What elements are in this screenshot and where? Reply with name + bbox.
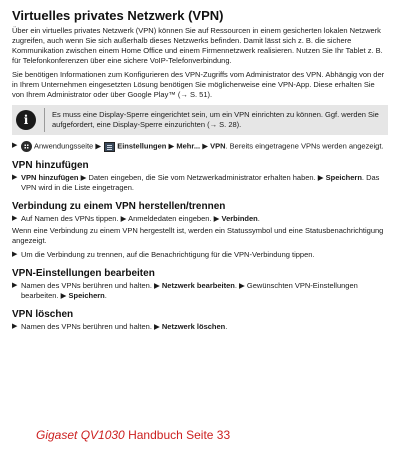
step-arrow-icon: ▶ — [317, 173, 324, 182]
step-arrow-icon: ▶ — [12, 323, 18, 330]
disconnect-step-text: Um die Verbindung zu trennen, auf die Benachrichtigung für die VPN-Verbindung tippen. — [21, 250, 315, 259]
nav-trail: . Bereits eingetragene VPNs werden angezeigt. — [225, 141, 384, 151]
intro-paragraph-1: Über ein virtuelles privates Netzwerk (VPN) können Sie auf Ressourcen in einem gesicherten lokalen Netzwerk zugreifen, auch wenn Sie sich außerhalb dieses Netzwerks befinden. Damit lässt sich z. B. die sichere Kommunikation zwischen einem Home Office und einem Firmennetzwerk realisieren. Nutzen Sie Ihr Tablet z. B. für Telefonkonferenzen über eine sichere VoIP-Telefonverbindung. — [12, 26, 383, 65]
step-arrow-icon: ▶ — [12, 251, 18, 258]
heading-add-vpn: VPN hinzufügen — [12, 160, 89, 171]
more-label: Mehr... — [176, 141, 201, 151]
edit-save-label: Speichern — [68, 291, 105, 300]
note-text: Es muss eine Display-Sperre eingerichtet sein, um ein VPN einrichten zu können. Ggf. werden Sie aufgefordert, eine Display-Sperre einzurichten (→ S. 28). — [52, 110, 379, 129]
connect-step-end: . — [257, 214, 260, 223]
connect-paragraph: Wenn eine Verbindung zu einem VPN hergestellt ist, werden ein Statussymbol und eine Statusbenachrichtigung angezeigt. — [12, 226, 384, 245]
delete-step-dot: . — [225, 322, 228, 331]
delete-network-label: Netzwerk löschen — [161, 322, 226, 331]
step-arrow-icon: ▶ — [95, 141, 102, 151]
intro-paragraph-2: Sie benötigen Informationen zum Konfigurieren des VPN-Zugriffs vom Administrator des VPN. Abhängig von der in Ihrem Unternehmen eingesetzten Lösung benötigen Sie möglicherweise eine VPN-App. Diese erhalten Sie von Ihrem Administrator oder über Google Play™ (→ S. 51). — [12, 70, 385, 99]
page-title: Virtuelles privates Netzwerk (VPN) — [12, 8, 224, 23]
apps-icon — [21, 141, 32, 152]
connect-label: Verbinden — [221, 214, 258, 223]
delete-step — [12, 322, 388, 332]
step-arrow-icon: ▶ — [120, 214, 127, 223]
add-vpn-label: VPN hinzufügen — [21, 173, 79, 182]
step-arrow-icon: ▶ — [154, 281, 160, 290]
add-step-result: . Das VPN wird in die Liste eingetragen. — [21, 173, 380, 192]
step-arrow-icon: ▶ — [168, 141, 175, 151]
settings-icon — [104, 142, 115, 152]
connect-step-text-2: Anmeldedaten eingeben. — [128, 214, 212, 223]
disconnect-step — [12, 250, 388, 260]
connect-step — [12, 214, 388, 224]
step-arrow-icon: ▶ — [154, 322, 160, 331]
footer-brand: Gigaset QV1030 — [36, 428, 125, 442]
delete-step-text: Namen des VPNs berühren und halten. — [21, 322, 152, 331]
step-arrow-icon: ▶ — [12, 142, 18, 149]
footer-page: Handbuch Seite 33 — [128, 428, 231, 442]
step-arrow-icon: ▶ — [213, 214, 220, 223]
save-label: Speichern — [325, 173, 362, 182]
heading-connect-vpn: Verbindung zu einem VPN herstellen/trennen — [12, 201, 226, 212]
step-arrow-icon: ▶ — [12, 282, 18, 289]
add-step-text: Daten eingeben, die Sie vom Netzwerkadministrator erhalten haben. — [88, 173, 316, 182]
step-arrow-icon: ▶ — [12, 215, 18, 222]
step-arrow-icon: ▶ — [80, 173, 87, 182]
step-arrow-icon: ▶ — [239, 281, 245, 290]
footer-caption — [36, 428, 230, 442]
edit-step-text-2: Gewünschten VPN-Einstellungen bearbeiten. — [21, 281, 358, 300]
add-step — [12, 173, 388, 193]
step-arrow-icon: ▶ — [60, 291, 67, 300]
settings-label: Einstellungen — [117, 141, 167, 151]
connect-step-text-1: Auf Namen des VPNs tippen. — [21, 214, 119, 223]
edit-step — [12, 281, 388, 301]
step-arrow-icon: ▶ — [202, 141, 208, 151]
edit-network-label: Netzwerk bearbeiten — [161, 281, 235, 290]
edit-step-text-1: Namen des VPNs berühren und halten. — [21, 281, 152, 290]
heading-edit-vpn: VPN-Einstellungen bearbeiten — [12, 268, 155, 279]
info-note — [12, 105, 388, 135]
note-divider — [44, 108, 45, 132]
edit-step-dot-1: . — [234, 281, 237, 290]
vpn-label: VPN — [210, 141, 226, 151]
heading-delete-vpn: VPN löschen — [12, 309, 74, 320]
step-arrow-icon: ▶ — [12, 174, 18, 181]
info-icon: i — [16, 110, 36, 130]
apps-label: Anwendungsseite — [34, 141, 94, 151]
edit-step-dot-2: . — [104, 291, 107, 300]
nav-step — [12, 141, 388, 152]
